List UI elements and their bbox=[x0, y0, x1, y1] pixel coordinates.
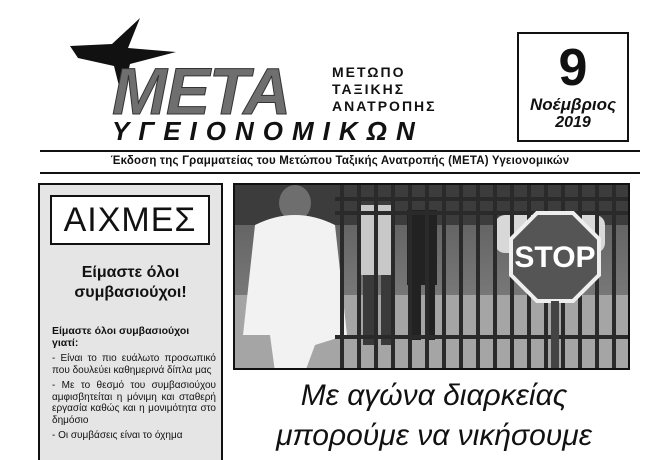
logo-subtitle: ΥΓΕΙΟΝΟΜΙΚΩΝ bbox=[112, 116, 424, 146]
aixmes-headline: Είμαστε όλοι συμβασιούχοι! bbox=[74, 264, 187, 301]
headline-line-1: Με αγώνα διαρκείας bbox=[300, 379, 568, 412]
stop-sign-text: STOP bbox=[514, 241, 596, 274]
logo-words bbox=[332, 64, 437, 115]
aixmes-list bbox=[52, 353, 216, 446]
issue-year: 2019 bbox=[555, 114, 591, 131]
issue-number: 9 bbox=[558, 39, 588, 97]
tagline: Έκδοση της Γραμματείας του Μετώπου Ταξικής Ανατροπής (ΜΕΤΑ) Υγειονομικών bbox=[110, 155, 570, 167]
aixmes-intro: Είμαστε όλοι συμβασιούχοι γιατί: bbox=[52, 325, 190, 349]
logo-main-text: ΜΕΤΑ bbox=[112, 54, 291, 128]
issue-box bbox=[517, 32, 629, 142]
hospital-gate-photo bbox=[233, 183, 630, 370]
list-item: - Είναι το πιο ευάλωτο προσωπικό που δουλεύει καθημερινά δίπλα μας bbox=[52, 353, 216, 376]
issue-month: Νοέμβριος bbox=[529, 95, 617, 114]
headline-line-2: μπορούμε να νικήσουμε bbox=[276, 419, 592, 452]
logo-word-2: ΤΑΞΙΚΗΣ bbox=[332, 81, 406, 97]
photo-illustration bbox=[235, 185, 630, 370]
main-headline bbox=[238, 376, 630, 456]
top-rule bbox=[40, 150, 640, 152]
aixmes-title-prefix: ΑΙ bbox=[63, 201, 98, 239]
aixmes-title-suffix: ΧΜΕΣ bbox=[97, 201, 197, 239]
aixmes-title bbox=[50, 195, 210, 245]
logo-word-1: ΜΕΤΩΠΟ bbox=[332, 64, 406, 80]
aixmes-sidebar bbox=[38, 183, 223, 460]
bottom-rule bbox=[40, 172, 640, 174]
logo-word-3: ΑΝΑΤΡΟΠΗΣ bbox=[332, 98, 437, 114]
list-item: - Οι συμβάσεις είναι το όχημα bbox=[52, 430, 183, 441]
list-item: - Με το θεσμό του συμβασιούχου αμφισβητείται η μόνιμη και σταθερή εργασία καθώς και η μονιμότητα στο δημόσιο bbox=[52, 380, 216, 426]
